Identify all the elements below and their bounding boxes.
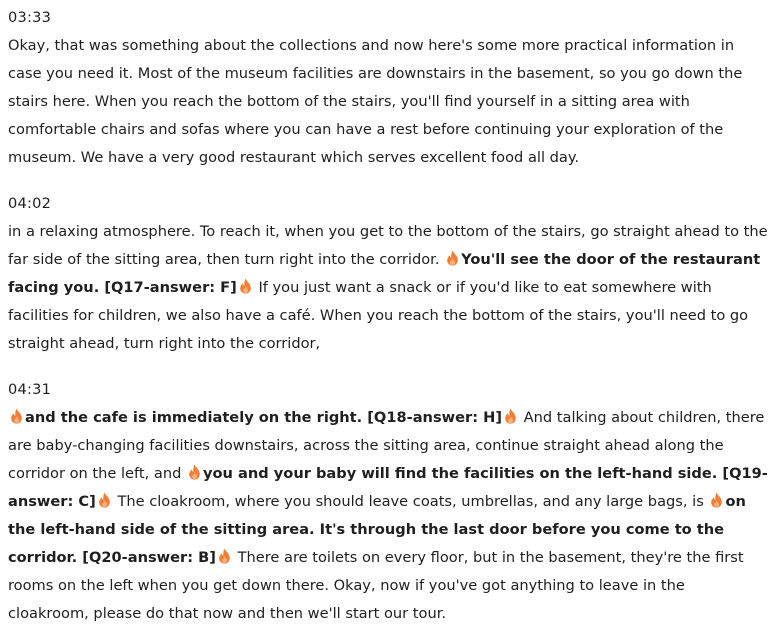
timestamp[interactable]: 03:33 (8, 9, 52, 26)
transcript-segment (8, 4, 768, 172)
transcript-sentence: And talking about children, there are baby-changing facilities downstairs, across the sitting area, continue straight ahead along the corridor on the left, and (8, 409, 765, 482)
fire-icon (188, 464, 201, 480)
transcript-segment (8, 376, 768, 628)
transcript-sentence: If you just want a snack or if you'd like to eat somewhere with facilities for children, we also have a café. When you reach the bottom of the stairs, you'll need to go straight ahead, turn right into the corridor, (8, 279, 749, 352)
transcript-text (8, 218, 768, 358)
fire-icon (239, 278, 252, 294)
transcript-sentence: in a relaxing atmosphere. To reach it, when you get to the bottom of the stairs, go straight ahead to the far side of the sitting area, then turn right into the corridor. (8, 223, 768, 268)
transcript-text (8, 32, 768, 172)
answer-highlight: You'll see the door of the restaurant facing you. [Q17-answer: F] (8, 251, 761, 296)
transcript-sentence: The cloakroom, where you should leave coats, umbrellas, and any large bags, is (112, 493, 709, 510)
answer-highlight: on the left-hand side of the sitting area. It's through the last door before you come to the corridor. [Q20-answer: B] (8, 493, 746, 566)
fire-icon (504, 408, 517, 424)
fire-icon (10, 408, 23, 424)
transcript-sentence: There are toilets on every floor, but in the basement, they're the first rooms on the left when you get down there. Okay, now if you've got anything to leave in the cloakroom, please do that now and then we'll start our tour. (8, 549, 744, 622)
answer-highlight: you and your baby will find the facilities on the left-hand side. [Q19-answer: C] (8, 465, 768, 510)
transcript-segment (8, 190, 768, 358)
fire-icon (710, 492, 723, 508)
fire-icon (446, 250, 459, 266)
timestamp[interactable]: 04:02 (8, 195, 52, 212)
transcript-sentence: Okay, that was something about the collections and now here's some more practical information in case you need it. Most of the museum facilities are downstairs in the basement, so you go down the stairs here. When you reach the bottom of the stairs, you'll find yourself in a sitting area with comfortable chairs and sofas where you can have a rest before continuing your exploration of the museum. We have a very good restaurant which serves excellent food all day. (8, 37, 743, 166)
fire-icon (98, 492, 111, 508)
timestamp[interactable]: 04:31 (8, 381, 52, 398)
transcript-text (8, 404, 768, 628)
answer-highlight: and the cafe is immediately on the right. [Q18-answer: H] (25, 409, 503, 426)
fire-icon (218, 548, 231, 564)
